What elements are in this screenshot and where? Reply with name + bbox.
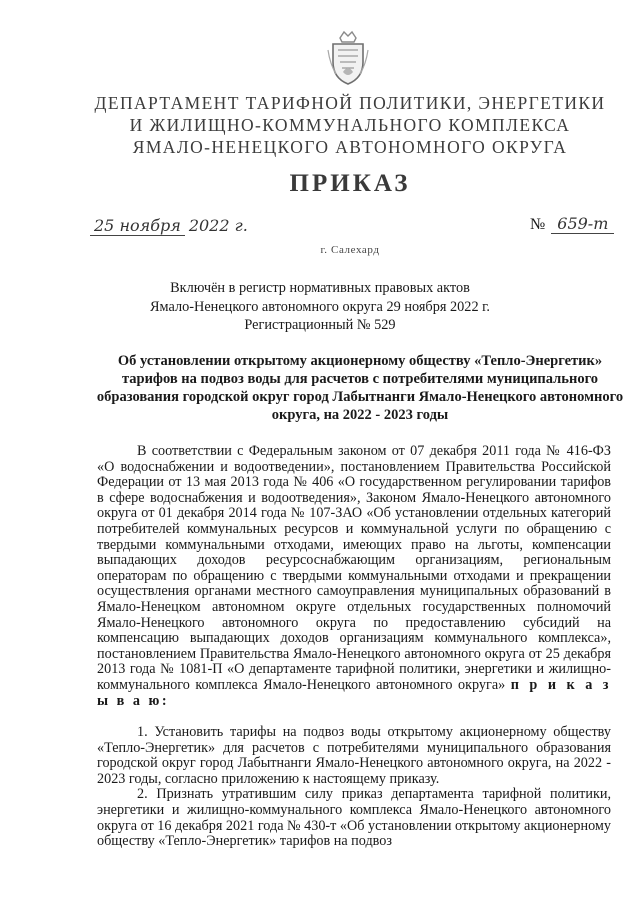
order-number xyxy=(530,214,614,234)
order-date xyxy=(90,216,248,236)
department-name xyxy=(60,92,640,158)
city-label: г. Салехард xyxy=(320,244,380,256)
number-handwritten: 659-т xyxy=(551,214,614,234)
action-word: п р и к а з ы в а ю: xyxy=(97,676,611,709)
date-year: 2022 г. xyxy=(188,216,248,235)
order-item: 1. Установить тарифы на подвоз воды открытому акционерному обществу «Тепло-Энергетик» для расчетов с потребителями муниципального образования городской округ город Лабытнанги Ямало-Ненецкого автономного округа, на 2022 - 2023 годы, согласно приложению к настоящему приказу. xyxy=(97,724,611,787)
order-item: 2. Признать утратившим силу приказ департамента тарифной политики, энергетики и жилищно-коммунального комплекса Ямало-Ненецкого автономного округа от 16 декабря 2021 года № 430-т «Об установлении открытому акционерному обществу «Тепло-Энергетик» тарифов на подвоз xyxy=(97,786,611,850)
registry-line: Регистрационный № 529 xyxy=(244,317,396,333)
registry-line: Включён в регистр нормативных правовых актов xyxy=(170,280,470,296)
number-prefix: № xyxy=(530,216,546,233)
document-body xyxy=(97,444,611,850)
preamble-paragraph xyxy=(97,444,611,709)
document-type-title: ПРИКАЗ xyxy=(289,170,411,197)
registry-line: Ямало-Ненецкого автономного округа 29 ноября 2022 г. xyxy=(150,298,490,315)
order-subject: Об установлении открытому акционерному обществу «Тепло-Энергетик» тарифов на подвоз воды для расчетов с потребителями муниципального образования городской округ город Лабытнанги Ямало-Ненецкого автономного округа, на 2022 - 2023 годы xyxy=(96,353,624,423)
department-line: ДЕПАРТАМЕНТ ТАРИФНОЙ ПОЛИТИКИ, ЭНЕРГЕТИКИ xyxy=(94,93,606,113)
preamble-text: В соответствии с Федеральным законом от 07 декабря 2011 года № 416-ФЗ «О водоснабжении и водоотведении», постановлением Правительства Российской Федерации от 13 мая 2013 года № 406 «О государственном регулировании тарифов в сфере водоснабжения и водоотведения», Законом Ямало-Ненецкого автономного округа от 01 декабря 2014 года № 107-ЗАО «Об установлении отдельных категорий потребителей коммунальных ресурсов и коммунальной услуги по обращению с твердыми коммунальными отходами, имеющих право на льготы, компенсации выпадающих доходов ресурсоснабжающим организациям, региональным операторам по обращению с твердыми коммунальными отходами и прекращении осуществления органами местного самоуправления муниципальных образований в Ямало-Ненецком автономном округе отдельных государственных полномочий Ямало-Ненецкого автономного округа по предоставлению субсидий на компенсацию выпадающих доходов организациям коммунального комплекса», постановлением Правительства Ямало-Ненецкого автономного округа от 25 декабря 2013 года № 1081-П «О департаменте тарифной политики, энергетики и жилищно-коммунального комплекса Ямало-Ненецкого автономного округа» xyxy=(97,443,611,693)
coat-of-arms-icon xyxy=(326,28,370,86)
registry-notice xyxy=(0,279,640,335)
date-handwritten: 25 ноября xyxy=(90,216,185,236)
department-line: И ЖИЛИЩНО-КОММУНАЛЬНОГО КОМПЛЕКСА xyxy=(129,115,571,135)
department-line: ЯМАЛО-НЕНЕЦКОГО АВТОНОМНОГО ОКРУГА xyxy=(132,137,568,157)
